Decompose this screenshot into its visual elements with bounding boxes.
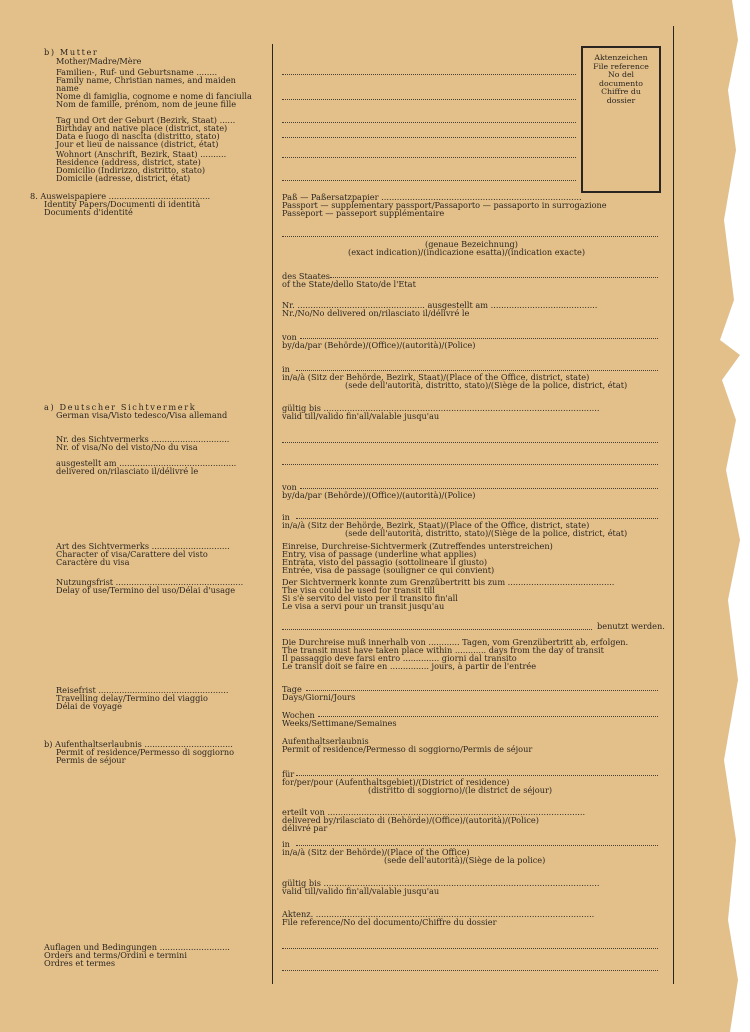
state-label: des Staates <box>282 271 330 281</box>
visa-nr-label: Nr. of visa/No del visto/No du visa <box>56 442 198 452</box>
entry-type-label: Einreise, Durchreise-Sichtvermerk (Zutreffendes unterstreichen) <box>282 541 553 551</box>
residence-permit-label: Permis de séjour <box>56 755 126 765</box>
transit-till-label: Le visa a servi pour un transit jusqu'au <box>282 601 445 611</box>
authority-field[interactable] <box>300 338 658 339</box>
right-border <box>673 26 674 984</box>
family-name-label: Familien-, Ruf- und Geburtsname ........ <box>56 67 218 77</box>
transit-days-label: Il passaggio deve farsi entro .............. giorni dal transito <box>282 653 517 663</box>
transit-till-label: Si s'è servito del visto per il transito fin'all <box>282 593 458 603</box>
transit-field[interactable] <box>282 629 592 630</box>
office-place-label-2: in <box>282 512 290 522</box>
state-label: of the State/dello Stato/de l'Etat <box>282 279 416 289</box>
days-field[interactable] <box>306 690 658 691</box>
office-place-label: (sede dell'autorità, distritto, stato)/(Siège de la police, district, état) <box>345 380 628 390</box>
weeks-label: Wochen <box>282 710 315 720</box>
orders-terms-label: Auflagen und Bedingungen ........................... <box>44 942 230 952</box>
residence-label: Wohnort (Anschrift, Bezirk, Staat) .......... <box>56 149 227 159</box>
valid-till-label-2: gültig bis .......................................................................................................... <box>282 878 600 888</box>
used-label: benutzt werden. <box>597 621 665 631</box>
transit-till-label: The visa could be used for transit till <box>282 585 435 595</box>
birth-label: Tag und Ort der Geburt (Bezirk, Staat) ...... <box>56 115 236 125</box>
state-field[interactable] <box>330 277 658 278</box>
german-visa-label: German visa/Visto tedesco/Visa allemand <box>56 410 228 420</box>
birth-field-2[interactable] <box>282 137 576 138</box>
family-name-label: Nome di famiglia, cognome e nome di fanciulla <box>56 91 252 101</box>
residence-label: Domicilio (Indirizzo, distritto, stato) <box>56 165 206 175</box>
german-visa-heading: a) Deutscher Sichtvermerk <box>44 402 197 412</box>
birth-label: Jour et lieu de naissance (district, état) <box>56 139 219 149</box>
transit-days-label: Le transit doit se faire en ............... jours, à partir de l'entrée <box>282 661 537 671</box>
residence-permit-heading: b) Aufenthaltserlaubnis .................................. <box>44 739 233 749</box>
office-place-label-3: (sede dell'autorità)/(Siège de la police) <box>384 855 546 865</box>
transit-till-label: Der Sichtvermerk konnte zum Grenzübertritt bis zum ......................................... <box>282 577 615 587</box>
residence-field-2[interactable] <box>282 180 576 181</box>
birth-label: Birthday and native place (district, state) <box>56 123 228 133</box>
torn-edge <box>710 0 750 1032</box>
residence-district-label: for/per/pour (Aufenthaltsgebiet)/(District of residence) <box>282 777 510 787</box>
identity-papers-label: Identity Papers/Documenti di identità <box>44 199 201 209</box>
office-place-label-2: (sede dell'autorità, distritto, stato)/(Siège de la police, district, état) <box>345 528 628 538</box>
visa-character-label: Art des Sichtvermerks .............................. <box>56 541 230 551</box>
travel-delay-label: Travelling delay/Termino del viaggio <box>56 693 208 703</box>
ref-box-line: No del <box>607 70 635 80</box>
residence-district-label: (distritto di soggiorno)/(le district de séjour) <box>368 785 553 795</box>
orders-field[interactable] <box>282 948 658 949</box>
residence-label: Domicile (adresse, district, état) <box>56 173 191 183</box>
authority-label-2: von <box>282 482 297 492</box>
transit-days-label: The transit must have taken place within ............ days from the day of transit <box>282 645 604 655</box>
visa-character-label: Character of visa/Carattere del visto <box>56 549 208 559</box>
valid-till-label-2: valid till/valido fin'all/valable jusqu'au <box>282 886 440 896</box>
delay-of-use-label: Nutzungsfrist ................................................. <box>56 577 244 587</box>
office-place-field-2[interactable] <box>296 518 658 519</box>
residence-district-field[interactable] <box>296 775 658 776</box>
exact-indication-label: (genaue Bezeichnung) <box>425 239 518 249</box>
office-place-field-3[interactable] <box>296 845 658 846</box>
visa-nr-field[interactable] <box>282 442 658 443</box>
delay-of-use-label: Delay of use/Termino del uso/Délai d'usage <box>56 585 236 595</box>
valid-till-label: gültig bis .......................................................................................................... <box>282 403 600 413</box>
column-divider <box>272 44 273 984</box>
valid-till-label: valid till/valido fin'all/valable jusqu'au <box>282 411 440 421</box>
residence-permit-right-label: Aufenthaltserlaubnis <box>282 736 369 746</box>
mother-heading: b) Mutter <box>44 47 99 57</box>
exact-indication-label: (exact indication)/(indicazione esatta)/(indication exacte) <box>348 247 586 257</box>
authority-field-2[interactable] <box>300 488 658 489</box>
birth-field[interactable] <box>282 122 576 123</box>
delivered-by-label: erteilt von ................................................................................................... <box>282 807 586 817</box>
visa-nr-label: Nr. des Sichtvermerks .............................. <box>56 434 230 444</box>
family-name-label: Nom de famille, prénom, nom de jeune fille <box>56 99 237 109</box>
entry-type-label: Entrée, visa de passage (souligner ce qui convient) <box>282 565 495 575</box>
delivered-by-label: délivré par <box>282 823 328 833</box>
travel-delay-label: Délai de voyage <box>56 701 122 711</box>
ref-box-line: Chiffre du <box>601 87 641 97</box>
visa-character-label: Caractère du visa <box>56 557 130 567</box>
office-place-label: in <box>282 364 290 374</box>
orders-terms-label: Orders and terms/Ordini e termini <box>44 950 187 960</box>
office-place-label-3: in/a/à (Sitz der Behörde)/(Place of the Office) <box>282 847 470 857</box>
ref-box-line: Aktenzeichen <box>594 53 648 62</box>
days-label: Days/Giorni/Jours <box>282 692 356 702</box>
residence-field[interactable] <box>282 157 576 158</box>
issued-label: ausgestellt am ............................................. <box>56 458 237 468</box>
travel-delay-label: Reisefrist .................................................. <box>56 685 229 695</box>
office-place-label-3: in <box>282 839 290 849</box>
orders-terms-label: Ordres et termes <box>44 958 116 968</box>
residence-permit-right-label: Permit of residence/Permesso di soggiorno/Permis de séjour <box>282 744 533 754</box>
authority-label: von <box>282 332 297 342</box>
passport-nr-label: Nr. ................................................. ausgestellt am ......................................... <box>282 300 598 310</box>
residence-label: Residence (address, district, state) <box>56 157 201 167</box>
issued-field[interactable] <box>282 464 658 465</box>
authority-label: by/da/par (Behörde)/(Office)/(autorità)/(Police) <box>282 340 476 350</box>
days-label: Tage <box>282 684 302 694</box>
ref-box-line: documento <box>599 78 643 88</box>
file-reference-label: Aktenz. ........................................................................................................... <box>282 909 595 919</box>
passport-nr-label: Nr./No/No delivered on/rilasciato il/délivré le <box>282 308 470 318</box>
identity-papers-label: Documents d'identité <box>44 207 133 217</box>
identity-papers-heading: 8. Ausweispapiere ....................................... <box>30 191 211 201</box>
mother-subheading: Mother/Madre/Mère <box>56 56 142 66</box>
entry-type-label: Entrata, visto del passagio (sottolineare il giusto) <box>282 557 488 567</box>
birth-label: Data e luogo di nascita (distritto, stato) <box>56 131 220 141</box>
file-reference-label: File reference/No del documento/Chiffre du dossier <box>282 917 497 927</box>
passport-indication-field[interactable] <box>282 236 658 237</box>
office-place-label-2: in/a/à (Sitz der Behörde, Bezirk, Staat)/(Place of the Office, district, state) <box>282 520 590 530</box>
office-place-field[interactable] <box>296 370 658 371</box>
weeks-label: Weeks/Settimane/Semaines <box>282 718 397 728</box>
authority-label-2: by/da/par (Behörde)/(Office)/(autorità)/(Police) <box>282 490 476 500</box>
ref-box-line: dossier <box>606 95 636 105</box>
family-name-label: Family name, Christian names, and maiden <box>56 75 236 85</box>
family-name-field[interactable] <box>282 74 576 75</box>
entry-type-label: Entry, visa of passage (underline what applies) <box>282 549 477 559</box>
passport-type-label: Passport — supplementary passport/Passaporto — passaporto in surrogazione <box>282 200 607 210</box>
delivered-by-label: delivered by/rilasciato di (Behörde)/(Office)/(autorità)/(Police) <box>282 815 539 825</box>
family-name-field-2[interactable] <box>282 99 576 100</box>
orders-field-2[interactable] <box>282 970 658 971</box>
weeks-field[interactable] <box>318 716 658 717</box>
passport-type-label: Passeport — passeport supplémentaire <box>282 208 445 218</box>
office-place-label: in/a/à (Sitz der Behörde, Bezirk, Staat)/(Place of the Office, district, state) <box>282 372 590 382</box>
file-reference-box <box>581 46 661 193</box>
residence-district-label: für <box>282 769 295 779</box>
ref-box-line: File reference <box>593 61 649 71</box>
issued-label: delivered on/rilasciato il/délivré le <box>56 466 199 476</box>
family-name-label: name <box>56 83 79 93</box>
passport-type-label: Paß — Paßersatzpapier ............................................................................. <box>282 192 582 202</box>
transit-days-label: Die Durchreise muß innerhalb von ............ Tagen, vom Grenzübertritt ab, erfolgen. <box>282 637 629 647</box>
residence-permit-label: Permit of residence/Permesso di soggiorno <box>56 747 235 757</box>
